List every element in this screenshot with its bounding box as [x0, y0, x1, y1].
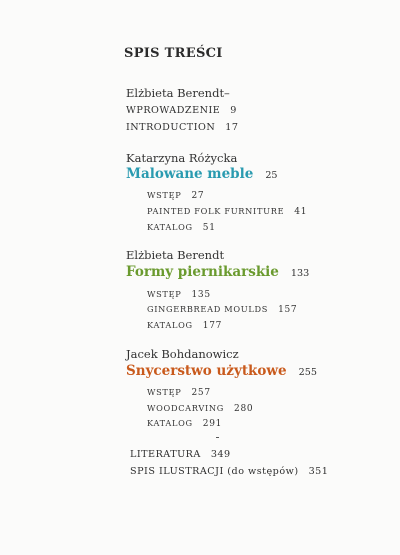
section-title-page: 133 [290, 268, 310, 279]
entry-page: 27 [191, 191, 205, 201]
entry-page: 177 [202, 321, 223, 331]
toc-subentry-painted-folk-furniture[interactable] [147, 206, 307, 217]
section4-author: Jacek Bohdanowicz [126, 347, 239, 361]
entry-label: SPIS ILUSTRACJI (do wstępów) [130, 466, 299, 477]
entry-page: 9 [230, 105, 237, 116]
entry-page: 351 [308, 466, 329, 477]
section1-author: Elżbieta Berendt– [126, 86, 230, 100]
section-title-page: 25 [265, 170, 278, 181]
page-title: SPIS TREŚCI [124, 46, 223, 61]
section2-author: Katarzyna Różycka [126, 151, 238, 165]
toc-subentry-katalog[interactable] [147, 320, 222, 331]
section-title-page: 255 [298, 367, 317, 378]
entry-label: WSTĘP [147, 387, 182, 397]
entry-page: 41 [294, 207, 308, 217]
entry-label: WPROWADZENIE [126, 105, 221, 116]
entry-page: 135 [191, 290, 211, 300]
entry-page: 157 [278, 305, 298, 315]
entry-label: KATALOG [147, 418, 193, 428]
print-mark [216, 437, 219, 438]
entry-label: PAINTED FOLK FURNITURE [147, 206, 285, 216]
entry-label: KATALOG [147, 320, 193, 330]
entry-label: LITERATURA [130, 449, 201, 460]
toc-subentry-woodcarving[interactable] [147, 403, 253, 414]
entry-label: INTRODUCTION [126, 122, 216, 133]
toc-entry-introduction[interactable] [126, 122, 238, 133]
toc-entry-spis-ilustracji[interactable] [130, 466, 328, 477]
section-title-text: Formy piernikarskie [126, 264, 279, 280]
entry-page: 257 [191, 388, 211, 398]
toc-subentry-wstep[interactable] [147, 289, 211, 300]
toc-subentry-gingerbread-moulds[interactable] [147, 304, 297, 315]
toc-entry-wprowadzenie[interactable] [126, 105, 237, 116]
entry-label: WOODCARVING [147, 403, 225, 413]
entry-page: 291 [202, 419, 223, 429]
entry-label: KATALOG [147, 222, 193, 232]
section3-author: Elżbieta Berendt [126, 248, 225, 262]
entry-label: GINGERBREAD MOULDS [147, 304, 269, 314]
section2-title[interactable] [126, 166, 278, 182]
entry-page: 349 [210, 449, 231, 460]
entry-page: 280 [234, 404, 254, 414]
entry-label: WSTĘP [147, 289, 182, 299]
toc-subentry-wstep[interactable] [147, 190, 204, 201]
toc-entry-literatura[interactable] [130, 449, 231, 460]
toc-subentry-katalog[interactable] [147, 418, 222, 429]
section-title-text: Malowane meble [126, 166, 254, 182]
section3-title[interactable] [126, 264, 309, 280]
entry-page: 51 [202, 223, 216, 233]
section-title-text: Snycerstwo użytkowe [126, 363, 287, 379]
section4-title[interactable] [126, 363, 317, 379]
toc-subentry-wstep[interactable] [147, 387, 211, 398]
entry-label: WSTĘP [147, 190, 182, 200]
entry-page: 17 [225, 122, 239, 133]
toc-subentry-katalog[interactable] [147, 222, 216, 233]
